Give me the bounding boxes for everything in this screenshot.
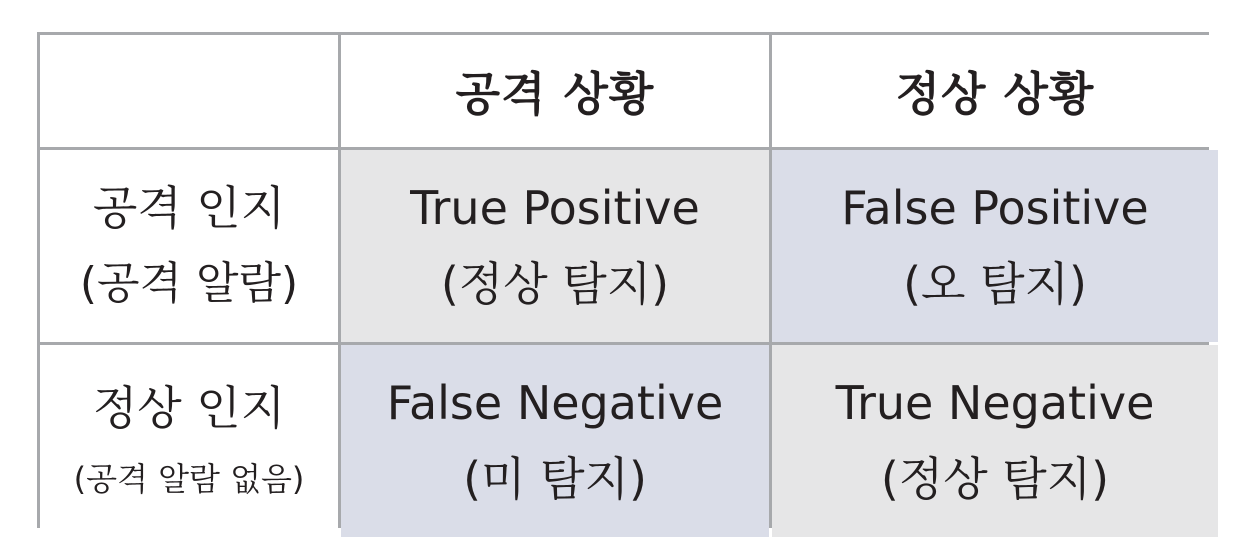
corner-cell — [40, 35, 338, 147]
cell-false-negative — [341, 345, 769, 537]
column-header-attack: 공격 상황 — [341, 35, 769, 147]
cell-meaning: (정상 탐지) — [440, 257, 670, 311]
cell-meaning: (미 탐지) — [463, 452, 647, 506]
row-header-label: 정상 인지 — [92, 381, 286, 435]
cell-false-positive — [772, 150, 1218, 342]
cell-meaning: (정상 탐지) — [880, 452, 1110, 506]
cell-term: True Positive — [410, 181, 700, 235]
row-header-normal-detected — [40, 345, 338, 537]
row-header-sublabel: (공격 알람 없음) — [73, 460, 305, 498]
row-header-attack-detected — [40, 150, 338, 342]
row-header-label: 공격 인지 — [92, 181, 286, 235]
column-header-normal: 정상 상황 — [772, 35, 1218, 147]
cell-true-positive — [341, 150, 769, 342]
cell-term: True Negative — [835, 376, 1155, 430]
cell-term: False Positive — [841, 181, 1149, 235]
cell-true-negative — [772, 345, 1218, 537]
confusion-matrix-table — [37, 32, 1209, 528]
cell-term: False Negative — [386, 376, 724, 430]
cell-meaning: (오 탐지) — [903, 257, 1087, 311]
row-header-sublabel: (공격 알람) — [79, 258, 299, 309]
